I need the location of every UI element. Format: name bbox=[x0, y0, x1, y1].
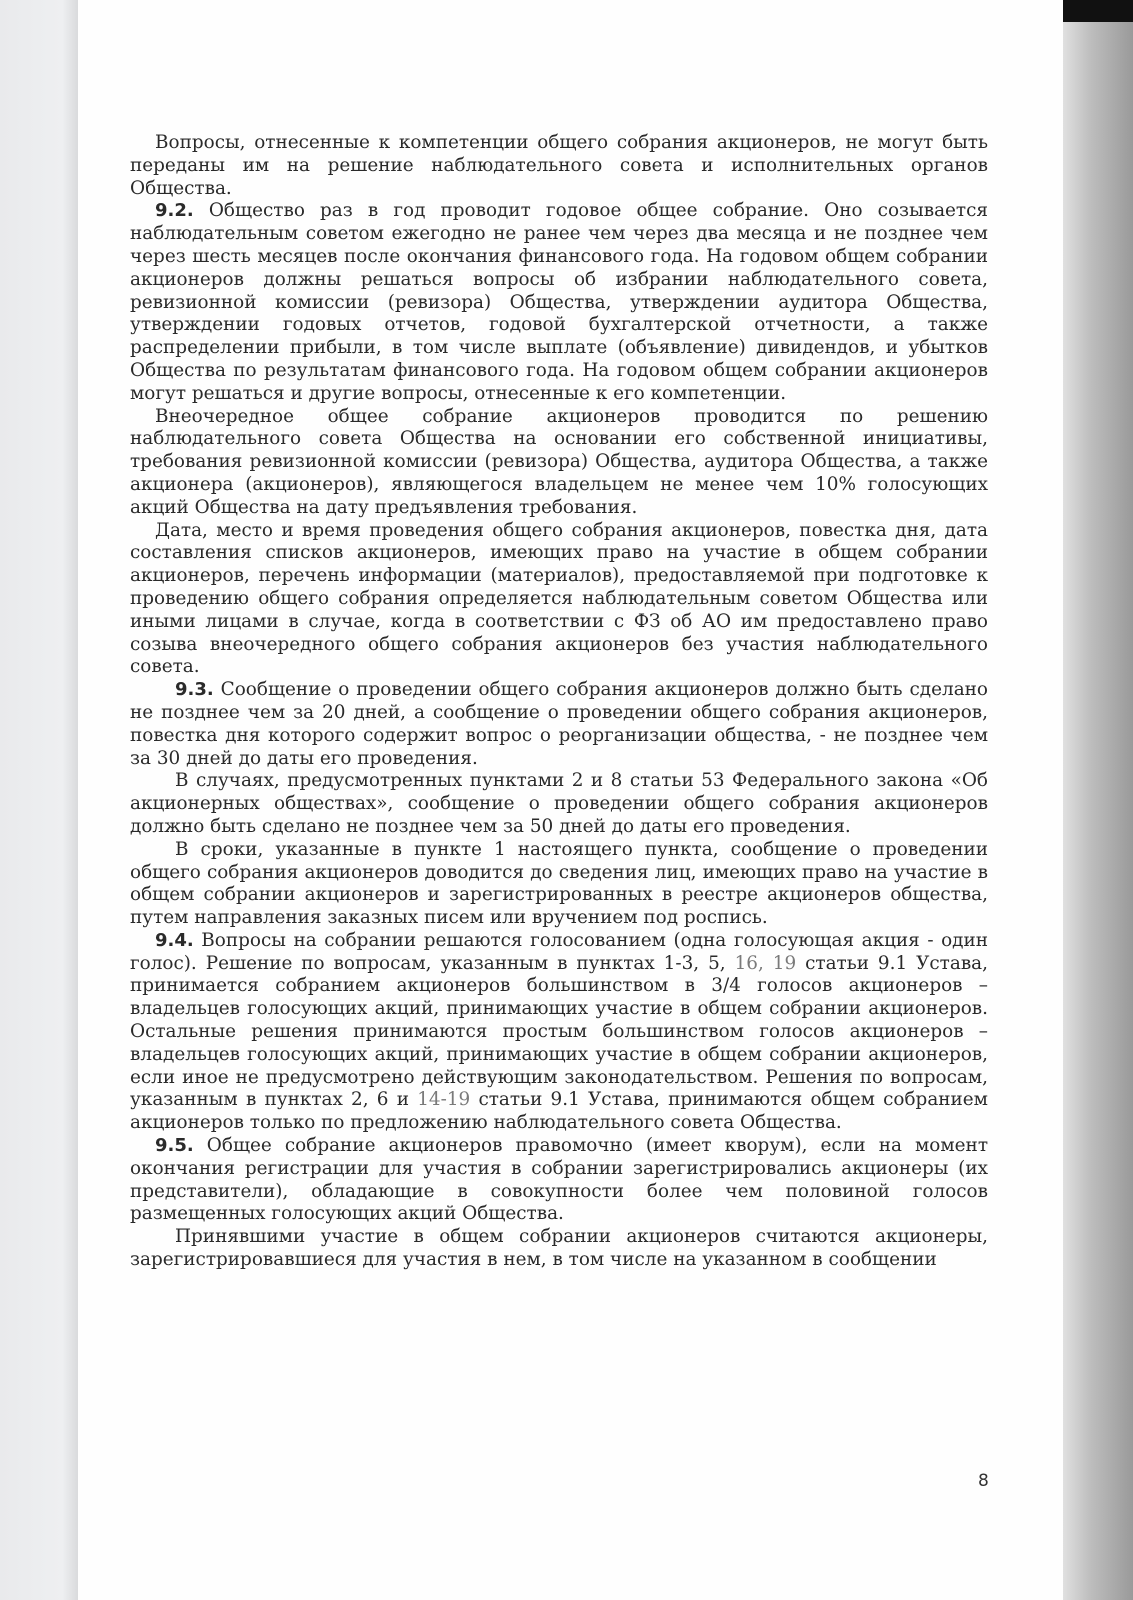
paragraph: В случаях, предусмотренных пунктами 2 и 8 статьи 53 Федерального закона «Об акционерных обществах», сообщение о проведении общего собрания акционеров должно быть сделано не позднее чем за 50 дней до даты его проведения. bbox=[130, 770, 988, 837]
section-number: 9.2. bbox=[155, 200, 194, 222]
paragraph-9-3 bbox=[130, 679, 988, 770]
paragraph-text: Общество раз в год проводит годовое общее собрание. Оно созывается наблюдательным советом ежегодно не ранее чем через два месяца и не позднее чем через шесть месяцев после окончания финансового года. На годовом общем собрании акционеров должны решаться вопросы об избрании наблюдательного совета, ревизионной комиссии (ревизора) Общества, утверждении аудитора Общества, утверждении годовых отчетов, годовой бухгалтерской отчетности, а также распределении прибыли, в том числе выплате (объявление) дивидендов, и убытков Общества по результатам финансового года. На годовом общем собрании акционеров могут решаться и другие вопросы, отнесенные к его компетенции. bbox=[130, 200, 988, 404]
paragraph-9-2 bbox=[130, 200, 988, 405]
paragraph: Дата, место и время проведения общего собрания акционеров, повестка дня, дата составления списков акционеров, имеющих право на участие в общем собрании акционеров, перечень информации (материалов), предоставляемой при подготовке к проведению общего собрания определяется наблюдательным советом Общества или иными лицами в случае, когда в соответствии с ФЗ об АО им предоставлено право созыва внеочередного общего собрания акционеров без участия наблюдательного совета. bbox=[130, 519, 988, 678]
paragraph: Принявшими участие в общем собрании акционеров считаются акционеры, зарегистрировавшиеся для участия в нем, в том числе на указанном в сообщении bbox=[130, 1226, 988, 1271]
section-number: 9.5. bbox=[155, 1135, 194, 1157]
paragraph-text: статьи 9.1 Устава, принимается собранием акционеров большинством в 3/4 голосов акционеров – владельцев голосующих акций, принимающих участие в общем собрании акционеров. Остальные решения принимаются простым большинством голосов акционеров – владельцев голосующих акций, принимающих участие в общем собрании акционеров, если иное не предусмотрено действующим законодательством. Решения по вопросам, указанным в пунктах 2, 6 и bbox=[130, 952, 988, 1111]
page-number: 8 bbox=[978, 1471, 989, 1491]
paragraph-text: Вопросы на собрании решаются голосованием (одна голосующая акция - один голос). Решение по вопросам, указанным в пунктах 1-3, 5, bbox=[130, 929, 988, 974]
paragraph-9-5 bbox=[130, 1135, 988, 1226]
scan-left-margin bbox=[0, 0, 78, 1600]
paragraph: В сроки, указанные в пункте 1 настоящего пункта, сообщение о проведении общего собрания акционеров доводится до сведения лиц, имеющих право на участие в общем собрании акционеров и зарегистрированных в реестре акционеров общества, путем направления заказных писем или вручением под роспись. bbox=[130, 838, 988, 929]
article-reference: 16, 19 bbox=[734, 952, 797, 974]
section-number: 9.4. bbox=[155, 929, 194, 951]
paragraph: Вопросы, отнесенные к компетенции общего собрания акционеров, не могут быть переданы им на решение наблюдательного совета и исполнительных органов Общества. bbox=[130, 132, 988, 199]
paragraph: Внеочередное общее собрание акционеров проводится по решению наблюдательного совета Общества на основании его собственной инициативы, требования ревизионной комиссии (ревизора) Общества, аудитора Общества, а также акционера (акционеров), являющегося владельцем не менее чем 10% голосующих акций Общества на дату предъявления требования. bbox=[130, 405, 988, 518]
paragraph-text: статьи 9.1 Устава, принимаются общем собранием акционеров только по предложению наблюдательного совета Общества. bbox=[130, 1089, 988, 1134]
paragraph-text: Общее собрание акционеров правомочно (имеет кворум), если на момент окончания регистрации для участия в собрании зарегистрировались акционеры (их представители), обладающие в совокупности более чем половиной голосов размещенных голосующих акций Общества. bbox=[130, 1135, 988, 1225]
paragraph-text: Сообщение о проведении общего собрания акционеров должно быть сделано не позднее чем за 20 дней, а сообщение о проведении общего собрания акционеров, повестка дня которого содержит вопрос о реорганизации общества, - не позднее чем за 30 дней до даты его проведения. bbox=[130, 679, 988, 769]
section-number: 9.3. bbox=[175, 679, 214, 701]
paragraph-9-4 bbox=[130, 930, 988, 1135]
article-reference: 14-19 bbox=[417, 1089, 471, 1111]
scan-right-top-edge bbox=[1063, 0, 1133, 22]
scan-right-margin bbox=[1063, 0, 1133, 1600]
document-body bbox=[130, 132, 988, 1272]
